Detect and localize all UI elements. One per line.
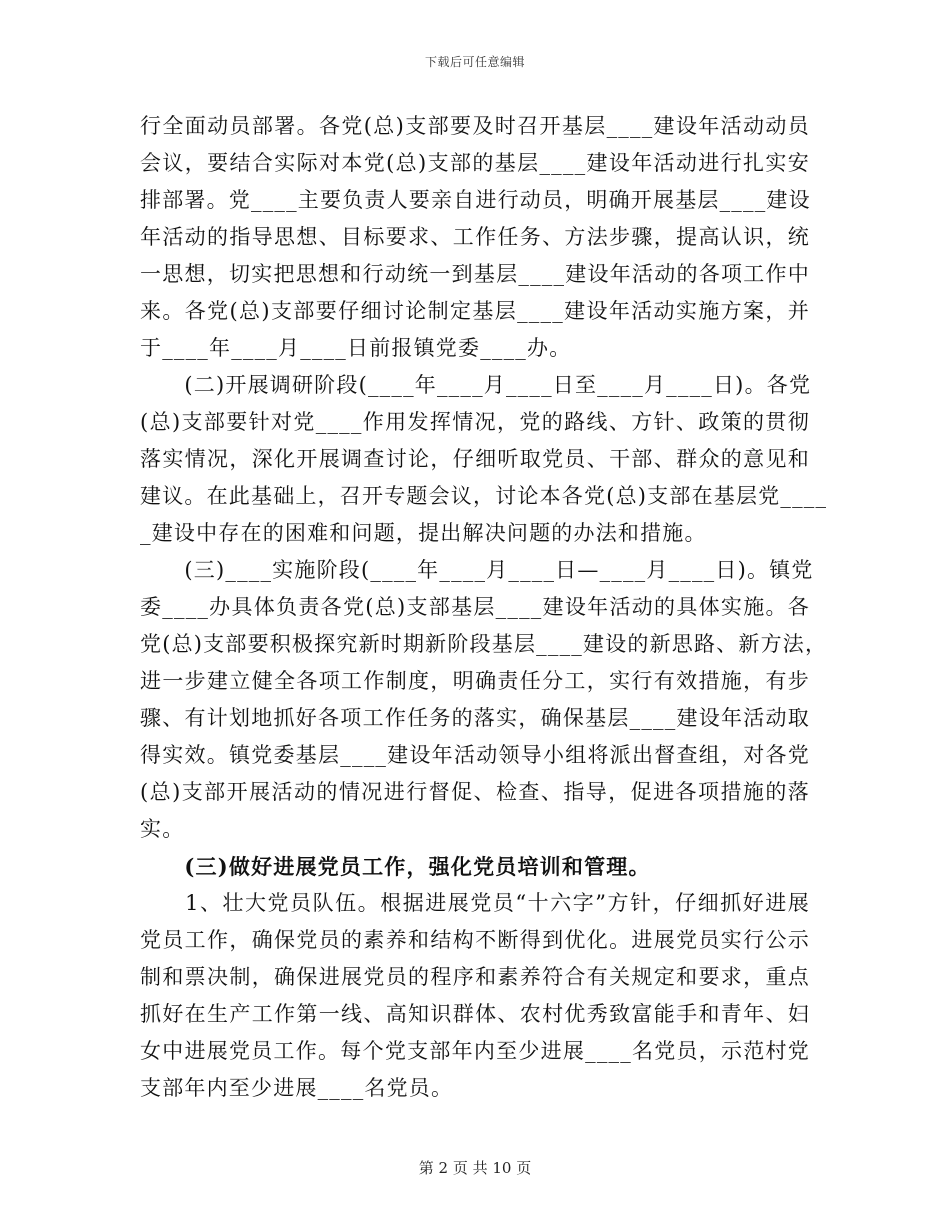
paragraph — [140, 885, 810, 1107]
text-line: 制和票决制，确保进展党员的程序和素养符合有关规定和要求，重点 — [140, 965, 810, 989]
text-line: _建设中存在的困难和问题，提出解决问题的办法和措施。 — [140, 521, 707, 545]
paragraph — [140, 367, 828, 552]
text-line: 骤、有计划地抓好各项工作任务的落实，确保基层____建设年活动取 — [140, 706, 810, 730]
text-line: (三)做好进展党员工作，强化党员培训和管理。 — [140, 854, 651, 879]
text-line: 女中进展党员工作。每个党支部年内至少进展____名党员，示范村党 — [140, 1039, 810, 1063]
text-line: 于____年____月____日前报镇党委____办。 — [140, 336, 572, 360]
text-line: 建议。在此基础上，召开专题会议，讨论本各党(总)支部在基层党____ — [140, 484, 828, 508]
text-line: (总)支部开展活动的情况进行督促、检查、指导，促进各项措施的落 — [140, 780, 810, 804]
page-header: 下载后可任意编辑 — [424, 55, 525, 69]
text-line: 排部署。党____主要负责人要亲自进行动员，明确开展基层____建设 — [140, 188, 811, 212]
text-line: 得实效。镇党委基层____建设年活动领导小组将派出督查组，对各党 — [140, 743, 810, 767]
text-line: (二)开展调研阶段(____年____月____日至____月____日)。各党 — [140, 373, 812, 397]
text-line: 1、壮大党员队伍。根据进展党员“十六字”方针，仔细抓好进展 — [140, 891, 810, 915]
text-line: (总)支部要针对党____作用发挥情况，党的路线、方针、政策的贯彻 — [140, 410, 810, 434]
page-footer: 第 2 页 共 10 页 — [418, 1159, 532, 1177]
text-line: 来。各党(总)支部要仔细讨论制定基层____建设年活动实施方案，并 — [140, 299, 810, 323]
text-line: 抓好在生产工作第一线、高知识群体、农村优秀致富能手和青年、妇 — [140, 1002, 810, 1026]
paragraph — [140, 108, 810, 367]
text-line: 落实情况，深化开展调查讨论，仔细听取党员、干部、群众的意见和 — [140, 447, 810, 471]
text-line: 党员工作，确保党员的素养和结构不断得到优化。进展党员实行公示 — [140, 928, 810, 952]
text-line: 支部年内至少进展____名党员。 — [140, 1076, 454, 1100]
document-body — [140, 108, 828, 1107]
text-line: 实。 — [140, 817, 185, 841]
text-line: 党(总)支部要积极探究新时期新阶段基层____建设的新思路、新方法， — [140, 632, 828, 656]
text-line: 年活动的指导思想、目标要求、工作任务、方法步骤，提高认识，统 — [140, 225, 810, 249]
text-line: 委____办具体负责各党(总)支部基层____建设年活动的具体实施。各 — [140, 595, 810, 619]
paragraph — [140, 552, 828, 848]
text-line: (三)____实施阶段(____年____月____日—____月____日)。镇党 — [140, 558, 814, 582]
text-line: 会议，要结合实际对本党(总)支部的基层____建设年活动进行扎实安 — [140, 151, 810, 175]
text-line: 行全面动员部署。各党(总)支部要及时召开基层____建设年活动动员 — [140, 114, 810, 138]
paragraph — [140, 848, 810, 885]
text-line: 进一步建立健全各项工作制度，明确责任分工，实行有效措施，有步 — [140, 669, 810, 693]
text-line: 一思想，切实把思想和行动统一到基层____建设年活动的各项工作中 — [140, 262, 810, 286]
